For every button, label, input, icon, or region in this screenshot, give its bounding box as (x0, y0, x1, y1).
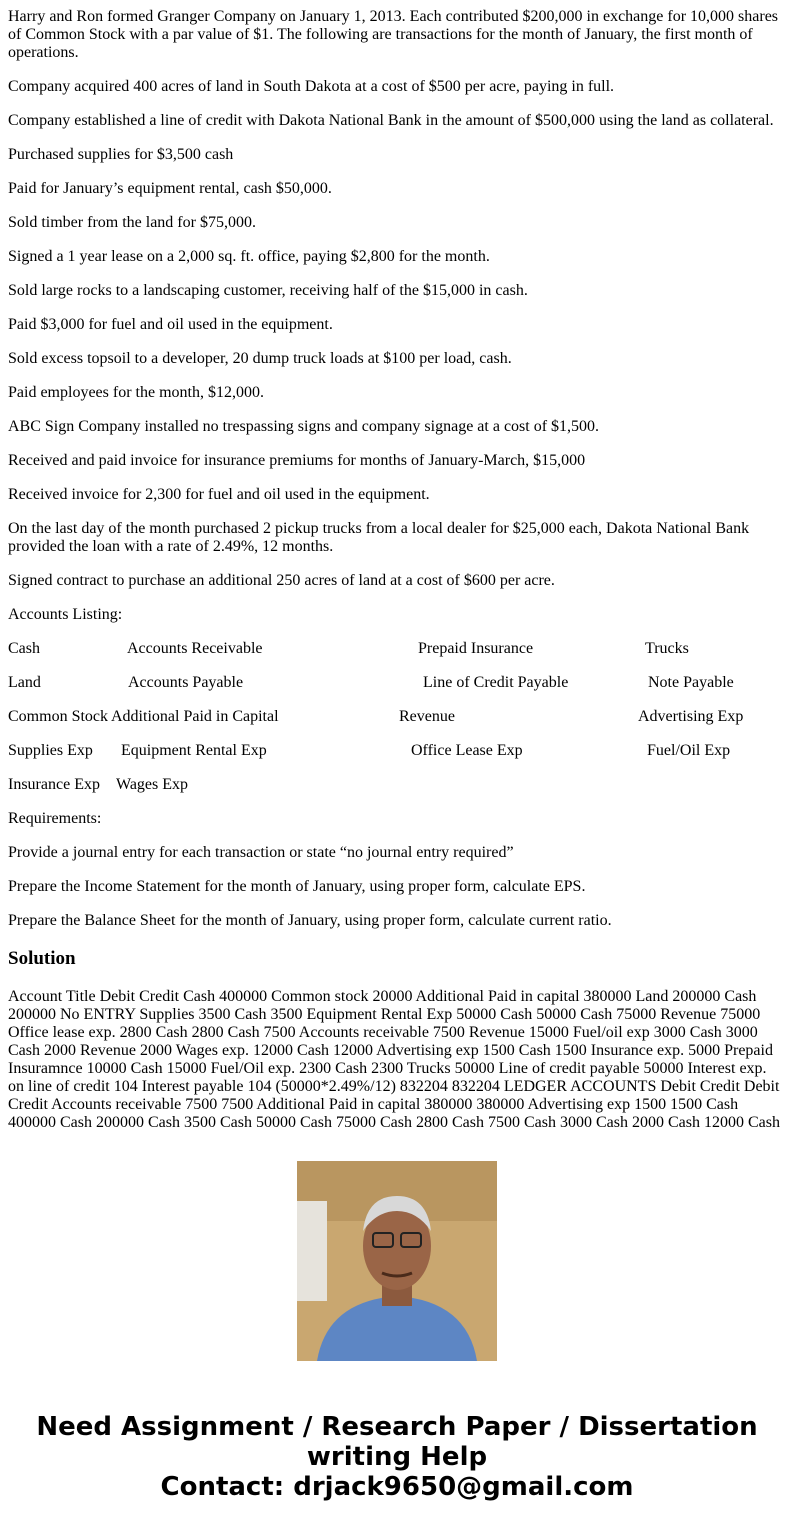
account-name: Prepaid Insurance (418, 640, 534, 657)
transaction-item: Sold timber from the land for $75,000. (8, 214, 256, 231)
accounts-row (8, 674, 786, 692)
transaction-item: Signed contract to purchase an additional 250 acres of land at a cost of $600 per acre. (8, 572, 555, 589)
accounts-row (8, 776, 786, 794)
solution-text: Account Title Debit Credit Cash 400000 Common stock 20000 Additional Paid in capital 380000 Land 200000 Cash 200000 No ENTRY Supplies 3500 Cash 3500 Equipment Rental Exp 50000 Cash 50000 Cash 75000 Revenue 75000 Office lease exp. 2800 Cash 2800 Cash 7500 Accounts receivable 7500 Revenue 15000 Fuel/oil exp 3000 Cash 3000 Cash 2000 Revenue 2000 Wages exp. 12000 Cash 12000 Advertising exp 1500 Cash 1500 Insurance exp. 5000 Prepaid Insuramnce 10000 Cash 15000 Fuel/Oil exp. 2300 Cash 2300 Trucks 50000 Line of credit payable 50000 Interest exp. on line of credit 104 Interest payable 104 (50000*2.49%/12) 832204 832204 LEDGER ACCOUNTS Debit Credit Debit Credit Accounts receivable 7500 7500 Additional Paid in capital 380000 380000 Advertising exp 1500 1500 Cash 400000 Cash 200000 Cash 3500 Cash 50000 Cash 75000 Cash 2800 Cash 7500 Cash 3000 Cash 2000 Cash 12000 Cash (8, 988, 780, 1131)
account-name: Accounts Payable (128, 674, 244, 691)
accounts-row (8, 640, 786, 658)
solution-heading: Solution (8, 948, 76, 969)
accounts-listing (8, 640, 786, 794)
tutor-photo (297, 1161, 497, 1361)
account-name: Insurance Exp (8, 776, 100, 793)
account-name: Revenue (399, 708, 455, 725)
requirement-item: Prepare the Balance Sheet for the month of January, using proper form, calculate current ratio. (8, 912, 612, 929)
contact-banner (0, 1412, 794, 1502)
account-name: Office Lease Exp (411, 742, 523, 759)
accounts-row (8, 708, 786, 726)
transaction-item: Signed a 1 year lease on a 2,000 sq. ft. office, paying $2,800 for the month. (8, 248, 490, 265)
requirements-heading: Requirements: (8, 810, 102, 827)
account-name: Accounts Receivable (127, 640, 263, 657)
account-name: Line of Credit Payable (423, 674, 569, 691)
account-name: Equipment Rental Exp (121, 742, 267, 759)
account-name: Advertising Exp (638, 708, 744, 725)
question (0, 8, 794, 1131)
requirement-item: Provide a journal entry for each transaction or state “no journal entry required” (8, 844, 514, 861)
transaction-item: Received and paid invoice for insurance premiums for months of January-March, $15,000 (8, 452, 586, 469)
transaction-item: Company established a line of credit with Dakota National Bank in the amount of $500,000 using the land as collateral. (8, 112, 774, 129)
account-name: Land (8, 674, 41, 691)
transaction-item: Paid employees for the month, $12,000. (8, 384, 264, 401)
transaction-item: ABC Sign Company installed no trespassing signs and company signage at a cost of $1,500. (8, 418, 600, 435)
account-name: Trucks (645, 640, 689, 657)
contact-line: Contact: drjack9650@gmail.com (160, 1472, 634, 1502)
accounts-heading: Accounts Listing: (8, 606, 123, 623)
account-name: Supplies Exp (8, 742, 93, 759)
transaction-item: Sold excess topsoil to a developer, 20 dump truck loads at $100 per load, cash. (8, 350, 512, 367)
account-name: Common Stock (8, 708, 109, 725)
transactions-list (8, 78, 786, 590)
account-name: Additional Paid in Capital (111, 708, 279, 725)
account-name: Cash (8, 640, 40, 657)
help-line: Need Assignment / Research Paper / Dissertation writing Help (36, 1412, 758, 1472)
intro-paragraph: Harry and Ron formed Granger Company on January 1, 2013. Each contributed $200,000 in exchange for 10,000 shares of Common Stock with a par value of $1. The following are transactions for the month of January, the first month of operations. (8, 8, 779, 61)
transaction-item: Sold large rocks to a landscaping customer, receiving half of the $15,000 in cash. (8, 282, 528, 299)
requirements-list (8, 844, 786, 930)
transaction-item: Purchased supplies for $3,500 cash (8, 146, 234, 163)
transaction-item: Company acquired 400 acres of land in South Dakota at a cost of $500 per acre, paying in full. (8, 78, 615, 95)
account-name: Wages Exp (116, 776, 189, 793)
account-name: Note Payable (648, 674, 734, 691)
transaction-item: Paid $3,000 for fuel and oil used in the equipment. (8, 316, 333, 333)
account-name: Fuel/Oil Exp (647, 742, 731, 759)
transaction-item: On the last day of the month purchased 2 pickup trucks from a local dealer for $25,000 each, Dakota National Bank provided the loan with a rate of 2.49%, 12 months. (8, 520, 750, 555)
transaction-item: Paid for January’s equipment rental, cash $50,000. (8, 180, 332, 197)
requirement-item: Prepare the Income Statement for the month of January, using proper form, calculate EPS. (8, 878, 586, 895)
accounts-row (8, 742, 786, 760)
solution-box (8, 988, 786, 1131)
transaction-item: Received invoice for 2,300 for fuel and oil used in the equipment. (8, 486, 430, 503)
